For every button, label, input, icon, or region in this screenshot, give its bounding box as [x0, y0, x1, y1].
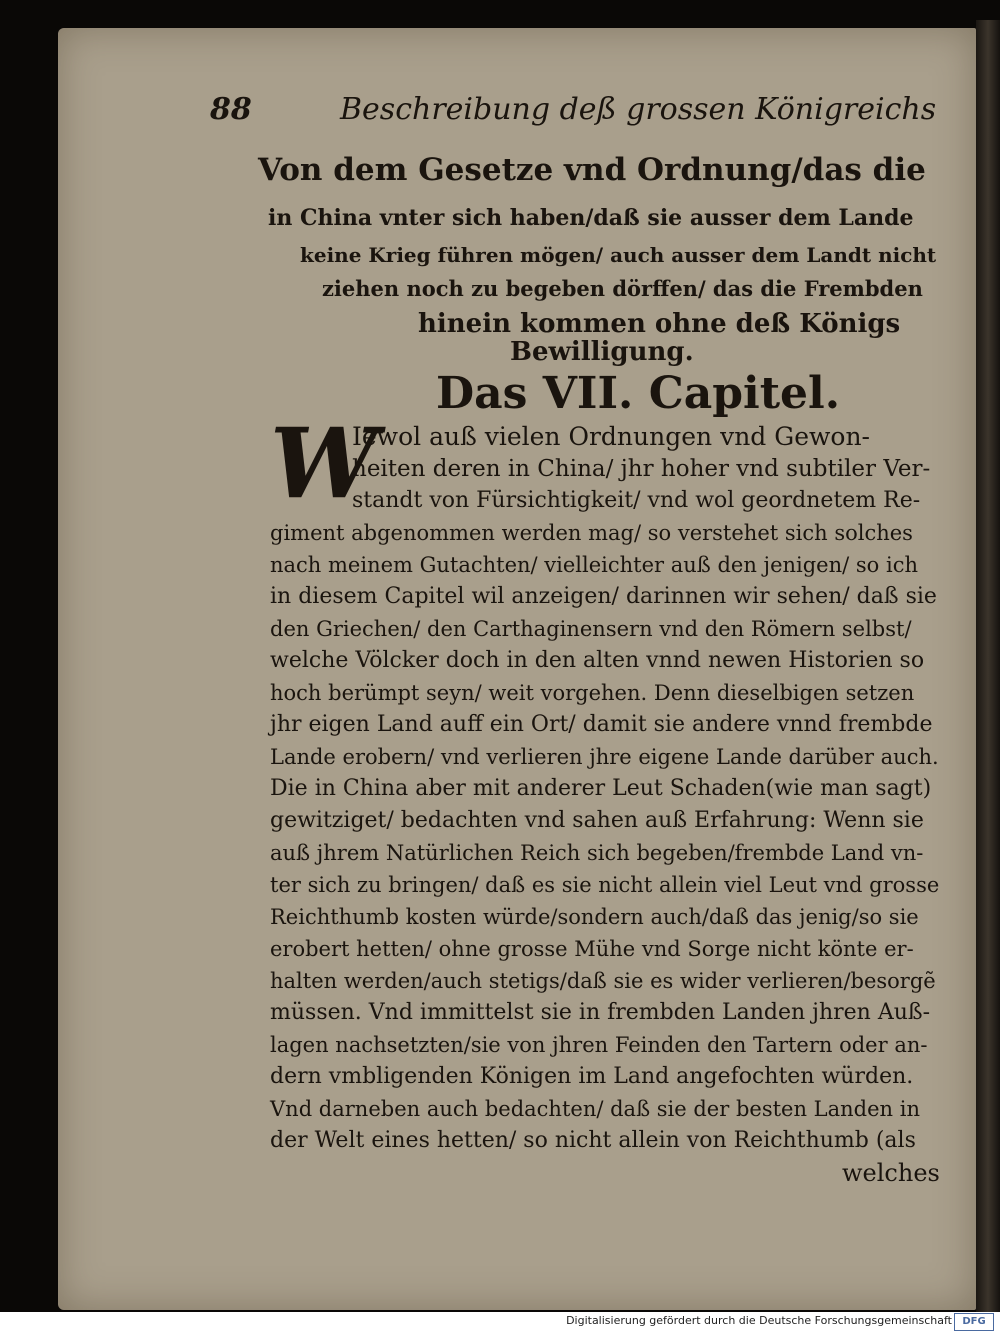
- chapter-title-line-4: ziehen noch zu begeben dörffen/ das die Frembden: [322, 276, 923, 301]
- chapter-title-line-2: in China vnter sich haben/daß sie ausser dem Lande: [268, 205, 914, 231]
- body-line: der Welt eines hetten/ so nicht allein von Reichthumb (als: [270, 1128, 916, 1153]
- funding-credit: Digitalisierung gefördert durch die Deutsche Forschungsgemeinschaft: [566, 1314, 952, 1327]
- page-binding-edge: [976, 20, 1000, 1312]
- body-line: Lande erobern/ vnd verlieren jhre eigene Lande darüber auch.: [270, 745, 939, 769]
- body-line: welche Völcker doch in den alten vnnd newen Historien so: [270, 648, 925, 673]
- body-line: jhr eigen Land auff ein Ort/ damit sie andere vnnd frembde: [270, 712, 933, 737]
- page-number: 88: [210, 92, 252, 127]
- body-line: auß jhrem Natürlichen Reich sich begeben/frembde Land vn-: [270, 841, 924, 865]
- catchword: welches: [842, 1159, 940, 1187]
- body-line: nach meinem Gutachten/ vielleichter auß den jenigen/ so ich: [270, 553, 918, 577]
- body-line: erobert hetten/ ohne grosse Mühe vnd Sorge nicht könte er-: [270, 937, 914, 961]
- body-line: lagen nachsetzten/sie von jhren Feinden den Tartern oder an-: [270, 1033, 928, 1057]
- body-line: hoch berümpt seyn/ weit vorgehen. Denn dieselbigen setzen: [270, 681, 915, 705]
- running-header: [210, 92, 937, 136]
- decorated-initial: W: [270, 407, 378, 520]
- running-title: Beschreibung deß grossen Königreichs: [340, 92, 937, 127]
- body-line: giment abgenommen werden mag/ so verstehet sich solches: [270, 521, 913, 545]
- body-line: Vnd darneben auch bedachten/ daß sie der besten Landen in: [270, 1097, 920, 1121]
- chapter-title-line-6: Bewilligung.: [510, 337, 694, 367]
- body-line: ter sich zu bringen/ daß es sie nicht allein viel Leut vnd grosse: [270, 873, 940, 897]
- body-line: Reichthumb kosten würde/sondern auch/daß das jenig/so sie: [270, 905, 919, 929]
- dfg-logo: DFG: [954, 1313, 994, 1331]
- body-line: müssen. Vnd immittelst sie in frembden Landen jhren Auß-: [270, 1000, 931, 1025]
- body-line: standt von Fürsichtigkeit/ vnd wol geordnetem Re-: [352, 488, 921, 513]
- body-line: halten werden/auch stetigs/daß sie es wider verlieren/besorgẽ: [270, 969, 936, 993]
- body-line: gewitziget/ bedachten vnd sahen auß Erfahrung: Wenn sie: [270, 808, 924, 833]
- body-line: den Griechen/ den Carthaginensern vnd den Römern selbst/: [270, 617, 912, 641]
- body-line: Die in China aber mit anderer Leut Schaden(wie man sagt): [270, 776, 932, 801]
- chapter-heading: Das VII. Capitel.: [436, 368, 841, 419]
- chapter-title-line-3: keine Krieg führen mögen/ auch ausser dem Landt nicht: [300, 243, 937, 267]
- body-line: heiten deren in China/ jhr hoher vnd subtiler Ver-: [352, 456, 931, 482]
- body-line: dern vmbligenden Königen im Land angefochten würden.: [270, 1064, 914, 1089]
- body-line: in diesem Capitel wil anzeigen/ darinnen wir sehen/ daß sie: [270, 584, 937, 609]
- chapter-title-line-5: hinein kommen ohne deß Königs: [418, 309, 901, 339]
- body-line: Iewol auß vielen Ordnungen vnd Gewon-: [352, 422, 871, 451]
- chapter-title-line-1: Von dem Gesetze vnd Ordnung/das die: [258, 152, 926, 188]
